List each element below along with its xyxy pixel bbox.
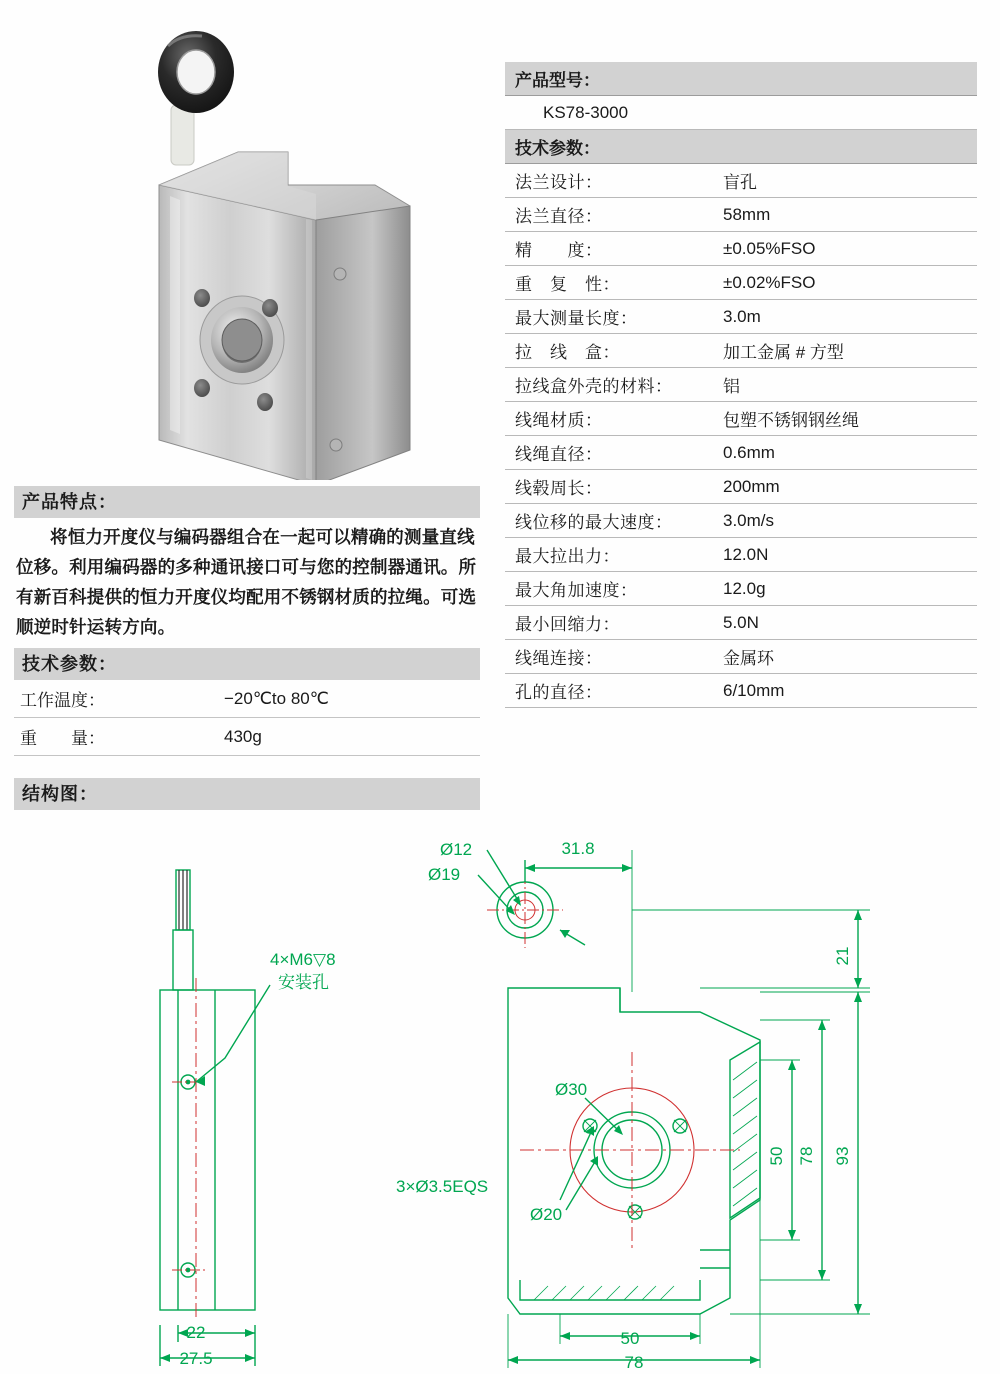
spec-value: 铝 <box>723 377 740 396</box>
spec-key: 最小回缩力： <box>515 615 620 634</box>
spec-value: 包塑不锈钢钢丝绳 <box>723 411 859 430</box>
spec-key: 孔的直径： <box>515 683 603 702</box>
params-header-label: 技术参数： <box>515 139 600 158</box>
spec-row <box>505 640 977 674</box>
spec-row <box>505 334 977 368</box>
feature-param-row <box>14 718 480 756</box>
spec-row <box>505 538 977 572</box>
spec-value: 3.0m <box>723 306 761 326</box>
spec-row <box>505 674 977 708</box>
spec-value: ±0.02%FSO <box>723 272 816 292</box>
spec-row <box>505 164 977 198</box>
label-mount-holes: 4×M6▽8 <box>270 950 336 969</box>
feature-param-key: 工作温度： <box>20 691 105 710</box>
dim-50-bottom: 50 <box>620 1329 640 1348</box>
spec-row <box>505 402 977 436</box>
features-header: 产品特点： <box>14 486 480 518</box>
spec-row <box>505 606 977 640</box>
features-block <box>14 486 480 756</box>
dim-22: 22 <box>186 1323 206 1342</box>
spec-row <box>505 470 977 504</box>
spec-key: 线绳连接： <box>515 649 603 668</box>
spec-value: 12.0g <box>723 578 766 598</box>
structure-header: 结构图： <box>14 778 480 810</box>
spec-key: 精 度： <box>515 241 603 260</box>
dim-dia20: Ø20 <box>530 1205 563 1224</box>
spec-row <box>505 572 977 606</box>
spec-value: 0.6mm <box>723 442 775 462</box>
spec-key: 重 复 性： <box>515 275 620 294</box>
label-mount-holes-sub: 安装孔 <box>278 973 329 992</box>
spec-value: 12.0N <box>723 544 769 564</box>
spec-key: 最大角加速度： <box>515 581 638 600</box>
product-photo <box>20 10 480 480</box>
feature-param-row <box>14 680 480 718</box>
dim-21: 21 <box>833 946 852 966</box>
model-value-row <box>505 96 977 130</box>
dim-27-5: 27.5 <box>179 1349 213 1368</box>
features-body: 将恒力开度仪与编码器组合在一起可以精确的测量直线位移。利用编码器的多种通讯接口可与您的控制器通讯。所有新百科提供的恒力开度仪均配用不锈钢材质的拉绳。可选顺逆时针运转方向。 <box>16 527 477 637</box>
model-header-row <box>505 62 977 96</box>
spec-value: 5.0N <box>723 612 759 632</box>
technical-drawings <box>0 820 1000 1374</box>
dim-31-8: 31.8 <box>561 839 595 858</box>
spec-value: 盲孔 <box>723 173 757 192</box>
feature-param-key: 重 量： <box>20 729 105 748</box>
spec-row <box>505 266 977 300</box>
spec-row <box>505 436 977 470</box>
spec-key: 线毂周长： <box>515 479 603 498</box>
spec-key: 法兰直径： <box>515 207 603 226</box>
spec-value: 200mm <box>723 476 780 496</box>
spec-row <box>505 198 977 232</box>
dim-dia19: Ø19 <box>428 865 461 884</box>
spec-row <box>505 300 977 334</box>
specifications-table <box>505 62 977 708</box>
spec-key: 线绳直径： <box>515 445 603 464</box>
dim-dia12: Ø12 <box>440 840 473 859</box>
model-header-label: 产品型号： <box>515 71 600 90</box>
spec-value: ±0.05%FSO <box>723 238 816 258</box>
spec-key: 拉 线 盒： <box>515 343 620 362</box>
spec-value: 3.0m/s <box>723 510 775 530</box>
spec-key: 线位移的最大速度： <box>515 513 673 532</box>
spec-key: 最大测量长度： <box>515 309 638 328</box>
spec-value: 金属环 <box>723 649 774 668</box>
feature-param-value: 430g <box>224 726 262 746</box>
spec-key: 线绳材质： <box>515 411 603 430</box>
spec-row <box>505 232 977 266</box>
dim-50-right: 50 <box>767 1146 786 1166</box>
dim-78-right: 78 <box>797 1146 816 1166</box>
params-header-row <box>505 130 977 164</box>
spec-row <box>505 368 977 402</box>
dim-93: 93 <box>833 1146 852 1166</box>
spec-value: 6/10mm <box>723 680 785 700</box>
structure-section <box>14 778 480 810</box>
feature-param-value: −20℃to 80℃ <box>224 688 329 708</box>
spec-row <box>505 504 977 538</box>
spec-key: 拉线盒外壳的材料： <box>515 377 673 396</box>
features-params-header: 技术参数： <box>14 648 480 680</box>
model-value: KS78-3000 <box>543 102 629 122</box>
dim-dia30: Ø30 <box>555 1080 588 1099</box>
spec-key: 最大拉出力： <box>515 547 620 566</box>
dim-78-bottom: 78 <box>624 1353 644 1372</box>
spec-value: 加工金属 # 方型 <box>723 343 844 362</box>
spec-key: 法兰设计： <box>515 173 603 192</box>
dim-three-holes: 3×Ø3.5EQS <box>396 1177 489 1196</box>
spec-value: 58mm <box>723 204 771 224</box>
